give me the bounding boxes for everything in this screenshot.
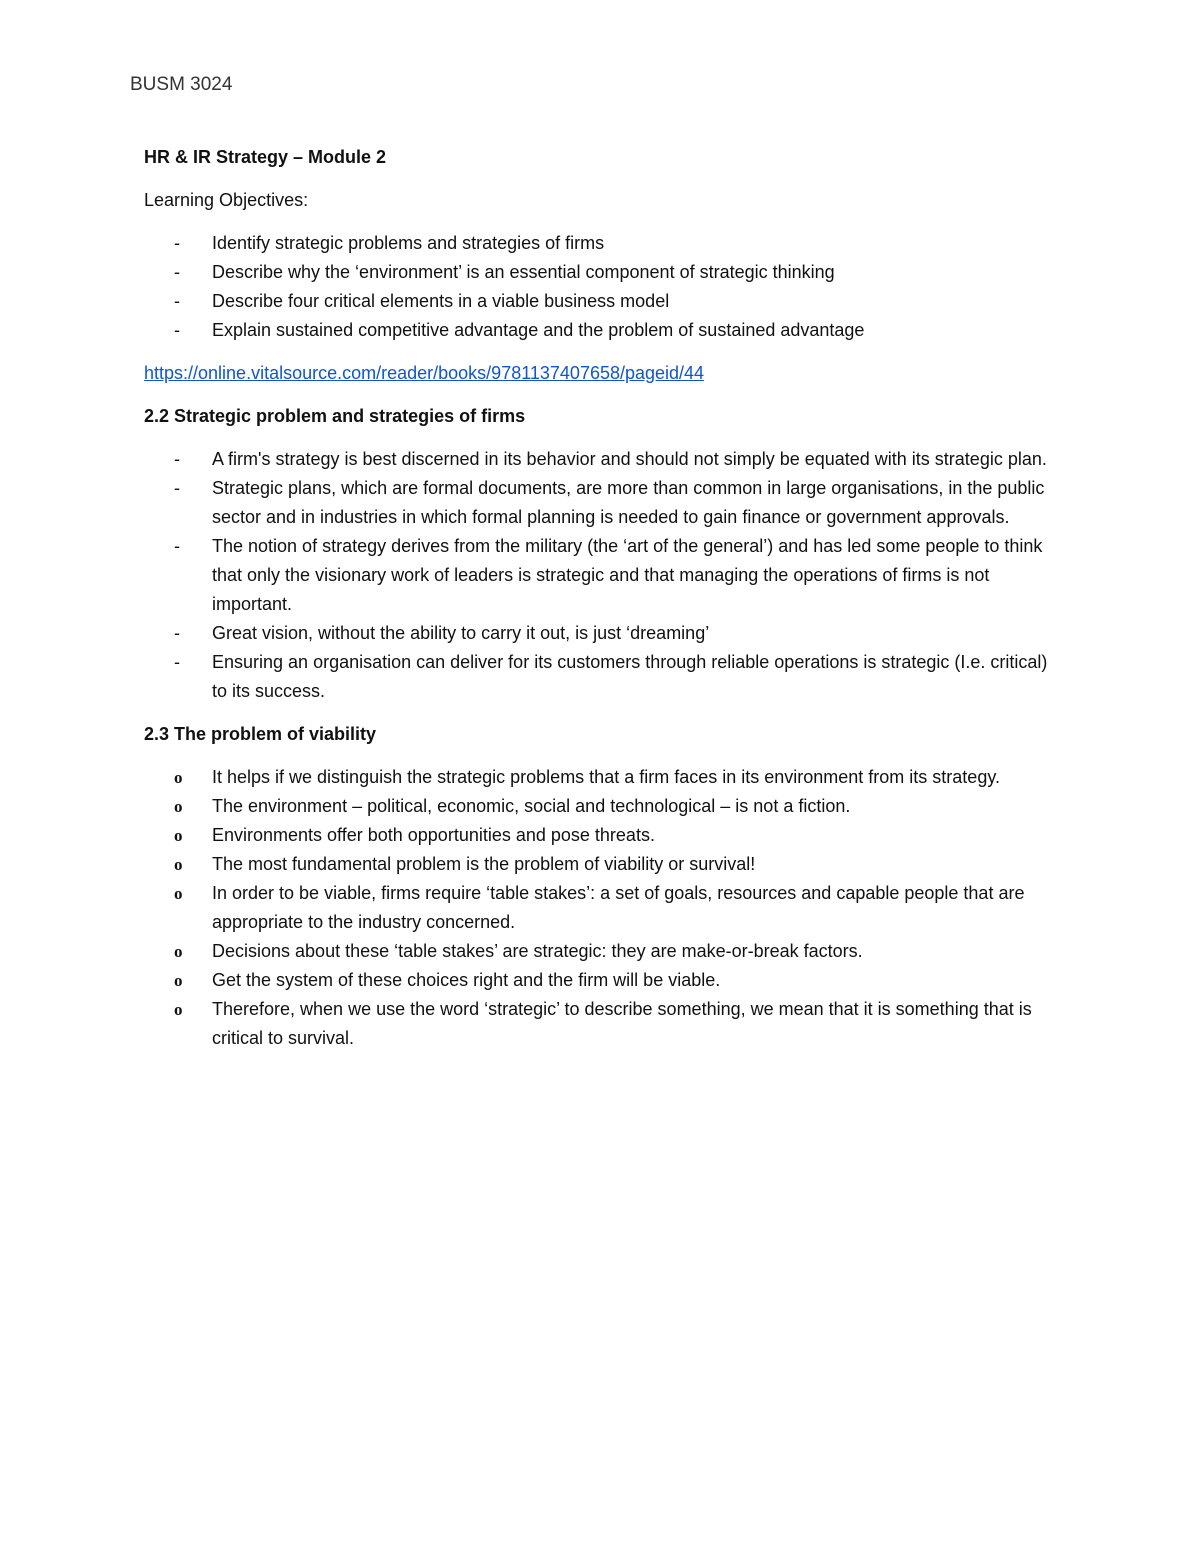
section-2-3-item-text: The environment – political, economic, social and technological – is not a fiction. — [212, 796, 851, 816]
list-item — [144, 966, 1064, 995]
section-2-3-item-text: Environments offer both opportunities and pose threats. — [212, 825, 655, 845]
section-2-3-item-text: Therefore, when we use the word ‘strategic’ to describe something, we mean that it is something that is critical to survival. — [212, 999, 1032, 1048]
section-2-2-item-text: The notion of strategy derives from the military (the ‘art of the general’) and has led some people to think that only the visionary work of leaders is strategic and that managing the operations of firms is not important. — [212, 536, 1043, 614]
course-code-header: BUSM 3024 — [130, 74, 233, 95]
list-item — [144, 850, 1064, 879]
section-2-2-item-text: Great vision, without the ability to carry it out, is just ‘dreaming’ — [212, 623, 710, 643]
list-item — [144, 648, 1064, 706]
section-2-3-item-text: Decisions about these ‘table stakes’ are strategic: they are make-or-break factors. — [212, 941, 863, 961]
section-2-3-item-text: It helps if we distinguish the strategic problems that a firm faces in its environment from its strategy. — [212, 767, 1000, 787]
learning-objectives-label: Learning Objectives: — [144, 190, 309, 210]
list-item — [144, 821, 1064, 850]
reference-link-line — [144, 359, 1064, 388]
section-2-2-list — [144, 445, 1064, 706]
list-item — [144, 445, 1064, 474]
circle-bullet-icon: o — [174, 1000, 183, 1019]
list-item — [144, 763, 1064, 792]
vitalsource-link[interactable]: https://online.vitalsource.com/reader/books/9781137407658/pageid/44 — [144, 363, 705, 383]
section-2-2-item-text: Ensuring an organisation can deliver for its customers through reliable operations is strategic (I.e. critical) to its success. — [212, 652, 1048, 701]
circle-bullet-icon: o — [174, 768, 183, 787]
list-item — [144, 229, 1064, 258]
dash-bullet-icon: - — [174, 233, 180, 253]
section-2-3-item-text: In order to be viable, firms require ‘table stakes’: a set of goals, resources and capable people that are appropriate to the industry concerned. — [212, 883, 1025, 932]
circle-bullet-icon: o — [174, 942, 183, 961]
objective-text: Describe four critical elements in a viable business model — [212, 291, 670, 311]
section-2-2-item-text: Strategic plans, which are formal documents, are more than common in large organisations, in the public sector and in industries in which formal planning is needed to gain finance or government approvals. — [212, 478, 1045, 527]
learning-objectives-list — [144, 229, 1064, 345]
objective-text: Explain sustained competitive advantage and the problem of sustained advantage — [212, 320, 865, 340]
list-item — [144, 937, 1064, 966]
list-item — [144, 532, 1064, 619]
document-title: HR & IR Strategy – Module 2 — [144, 147, 387, 167]
list-item — [144, 316, 1064, 345]
section-2-3-list — [144, 763, 1064, 1053]
list-item — [144, 619, 1064, 648]
dash-bullet-icon: - — [174, 320, 180, 340]
section-heading-2-3: 2.3 The problem of viability — [144, 724, 377, 744]
section-2-3-item-text: The most fundamental problem is the problem of viability or survival! — [212, 854, 756, 874]
section-2-2-item-text: A firm's strategy is best discerned in its behavior and should not simply be equated with its strategic plan. — [212, 449, 1047, 469]
circle-bullet-icon: o — [174, 826, 183, 845]
list-item — [144, 792, 1064, 821]
dash-bullet-icon: - — [174, 478, 180, 498]
dash-bullet-icon: - — [174, 652, 180, 672]
circle-bullet-icon: o — [174, 797, 183, 816]
document-body — [144, 143, 1064, 1067]
objective-text: Identify strategic problems and strategies of firms — [212, 233, 605, 253]
list-item — [144, 879, 1064, 937]
list-item — [144, 995, 1064, 1053]
list-item — [144, 258, 1064, 287]
list-item — [144, 287, 1064, 316]
dash-bullet-icon: - — [174, 262, 180, 282]
dash-bullet-icon: - — [174, 449, 180, 469]
section-2-3-item-text: Get the system of these choices right and the firm will be viable. — [212, 970, 721, 990]
circle-bullet-icon: o — [174, 884, 183, 903]
dash-bullet-icon: - — [174, 291, 180, 311]
dash-bullet-icon: - — [174, 623, 180, 643]
objective-text: Describe why the ‘environment’ is an essential component of strategic thinking — [212, 262, 835, 282]
section-heading-2-2: 2.2 Strategic problem and strategies of firms — [144, 406, 526, 426]
circle-bullet-icon: o — [174, 971, 183, 990]
dash-bullet-icon: - — [174, 536, 180, 556]
circle-bullet-icon: o — [174, 855, 183, 874]
list-item — [144, 474, 1064, 532]
